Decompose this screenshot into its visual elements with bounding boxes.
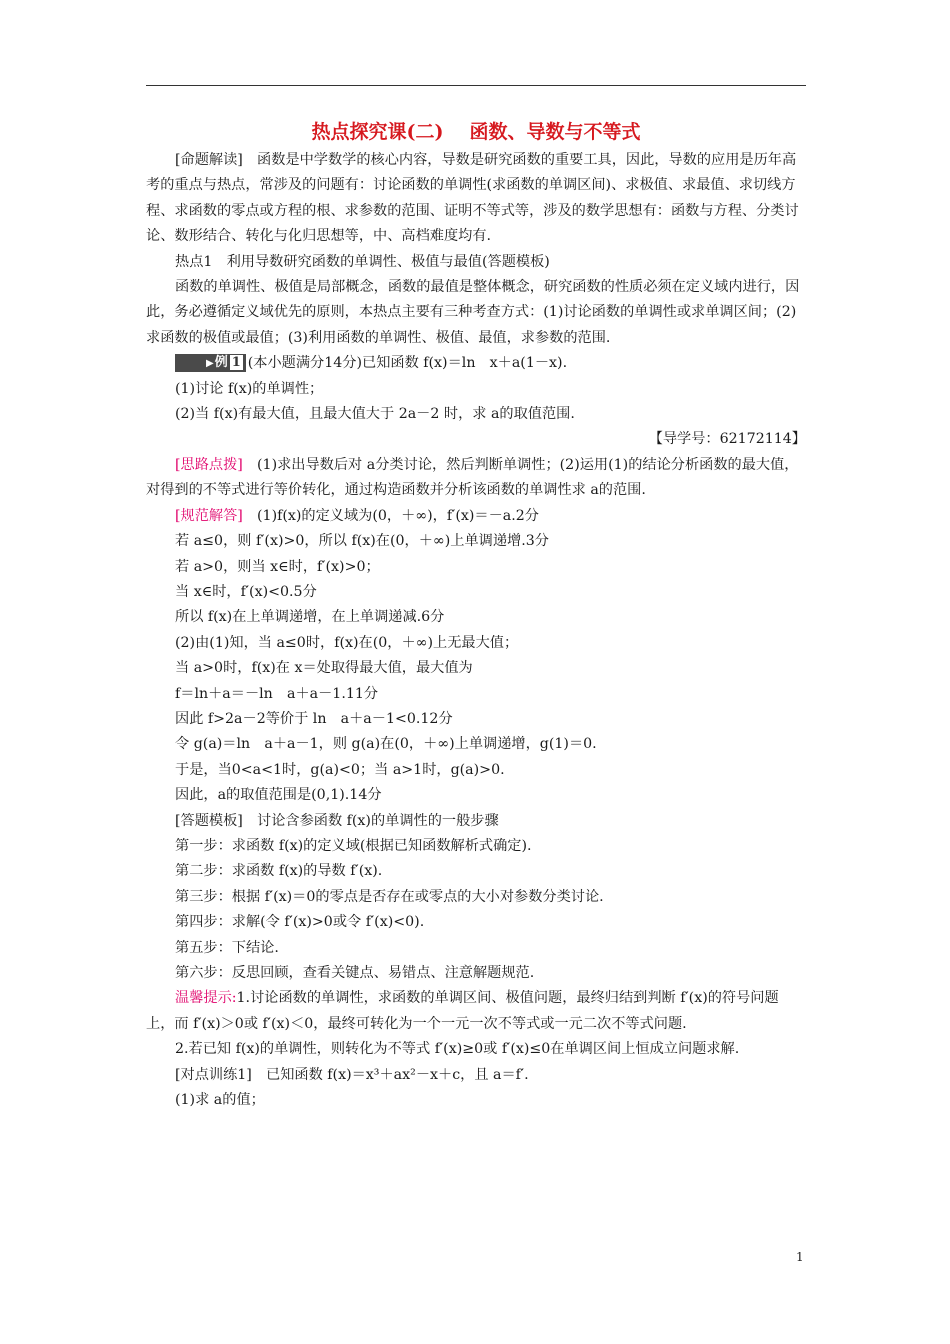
hint-text: (1)求出导数后对 a分类讨论，然后判断单调性；(2)运用(1)的结论分析函数的最大值，对得到的不等式进行等价转化，通过构造函数并分析该函数的单调性求 a的范围. <box>146 456 799 499</box>
solution-label: [规范解答] <box>175 507 243 524</box>
hotspot-paragraph: 函数的单调性、极值是局部概念，函数的最值是整体概念，研究函数的性质必须在定义域内进行，因此，务必遵循定义域优先的原则，本热点主要有三种考查方式：(1)讨论函数的单调性或求单调区间；(2)求函数的极值或最值；(3)利用函数的单调性、极值、最值，求参数的范围. <box>146 279 800 346</box>
header-rule <box>146 85 806 86</box>
template-step: 第二步：求函数 f(x)的导数 f′(x). <box>175 863 383 880</box>
solution-first-line: [规范解答] (1)f(x)的定义域为(0，＋∞)，f′(x)＝－a.2分 <box>175 507 539 524</box>
triangle-icon: ▶ <box>206 358 214 370</box>
intro-paragraph: [命题解读] 函数是中学数学的核心内容，导数是研究函数的重要工具，因此，导数的应用是历年高考的重点与热点，常涉及的问题有：讨论函数的单调性(求函数的单调区间)、求极值、求最值、求切线方程、求函数的零点或方程的根、求参数的范围、证明不等式等，涉及的数学思想有：函数与方程、分类讨论、数形结合、转化与化归思想等，中、高档难度均有. <box>146 152 799 245</box>
example-stem <box>146 351 806 376</box>
example-badge: ▶例 1 <box>175 354 246 372</box>
solution-line: (2)由(1)知，当 a≤0时，f(x)在(0，＋∞)上无最大值； <box>175 634 519 651</box>
example-stem-text: (本小题满分14分)已知函数 f(x)＝ln x＋a(1－x). <box>247 355 568 372</box>
guide-number: 【导学号：62172114】 <box>648 431 806 448</box>
template-step: 第一步：求函数 f(x)的定义域(根据已知函数解析式确定). <box>175 837 532 854</box>
solution-line: f＝ln＋a＝－ln a＋a－1.11分 <box>175 685 379 702</box>
solution-line: 因此 f>2a－2等价于 ln a＋a－1<0.12分 <box>175 710 453 727</box>
template-step: 第五步：下结论. <box>175 939 279 956</box>
example-question-2: (2)当 f(x)有最大值，且最大值大于 2a－2 时，求 a的取值范围. <box>175 406 575 423</box>
hint-label: [思路点拨] <box>175 456 243 473</box>
solution-line: 所以 f(x)在上单调递增，在上单调递减.6分 <box>175 609 445 626</box>
template-heading: [答题模板] 讨论含参函数 f(x)的单调性的一般步骤 <box>175 812 499 829</box>
page-title <box>146 118 806 146</box>
training-heading: [对点训练1] 已知函数 f(x)＝x³＋ax²－x＋c，且 a＝f′. <box>175 1066 529 1083</box>
solution-line: 若 a≤0，则 f′(x)>0，所以 f(x)在(0，＋∞)上单调递增.3分 <box>175 533 549 550</box>
tip-text-1: 1.讨论函数的单调性，求函数的单调区间、极值问题，最终归结到判断 f′(x)的符号问题上，而 f′(x)＞0或 f′(x)＜0，最终可转化为一个一元一次不等式或一元二次不等式问题. <box>146 990 779 1032</box>
title-left: 热点探究课(二) <box>311 121 444 143</box>
document-body <box>146 118 806 1113</box>
tip-label: 温馨提示: <box>175 990 237 1007</box>
template-step: 第六步：反思回顾，查看关键点、易错点、注意解题规范. <box>175 965 535 981</box>
solution-line: 因此，a的取值范围是(0,1).14分 <box>175 787 382 804</box>
page-number: 1 <box>796 1250 804 1264</box>
solution-line: 当 a>0时，f(x)在 x＝处取得最大值，最大值为 <box>175 660 473 677</box>
training-question-1: (1)求 a的值； <box>175 1092 265 1109</box>
template-step: 第四步：求解(令 f′(x)>0或令 f′(x)<0). <box>175 914 425 931</box>
example-question-1: (1)讨论 f(x)的单调性； <box>175 380 324 397</box>
tip-paragraph <box>146 986 806 1037</box>
hotspot-heading: 热点1 利用导数研究函数的单调性、极值与最值(答题模板) <box>175 253 550 270</box>
template-step: 第三步：根据 f′(x)＝0的零点是否存在或零点的大小对参数分类讨论. <box>175 888 604 905</box>
solution-line: 令 g(a)＝ln a＋a－1，则 g(a)在(0，＋∞)上单调递增，g(1)＝0. <box>175 736 597 753</box>
solution-line: 于是，当0<a<1时，g(a)<0；当 a>1时，g(a)>0. <box>175 761 505 778</box>
solution-line: 若 a>0，则当 x∈时，f′(x)>0； <box>175 558 380 575</box>
title-right: 函数、导数与不等式 <box>469 121 641 143</box>
hint-paragraph <box>146 453 806 504</box>
solution-line: 当 x∈时，f′(x)<0.5分 <box>175 583 317 600</box>
tip-paragraph-2: 2.若已知 f(x)的单调性，则转化为不等式 f′(x)≥0或 f′(x)≤0在单调区间上恒成立问题求解. <box>175 1041 740 1058</box>
